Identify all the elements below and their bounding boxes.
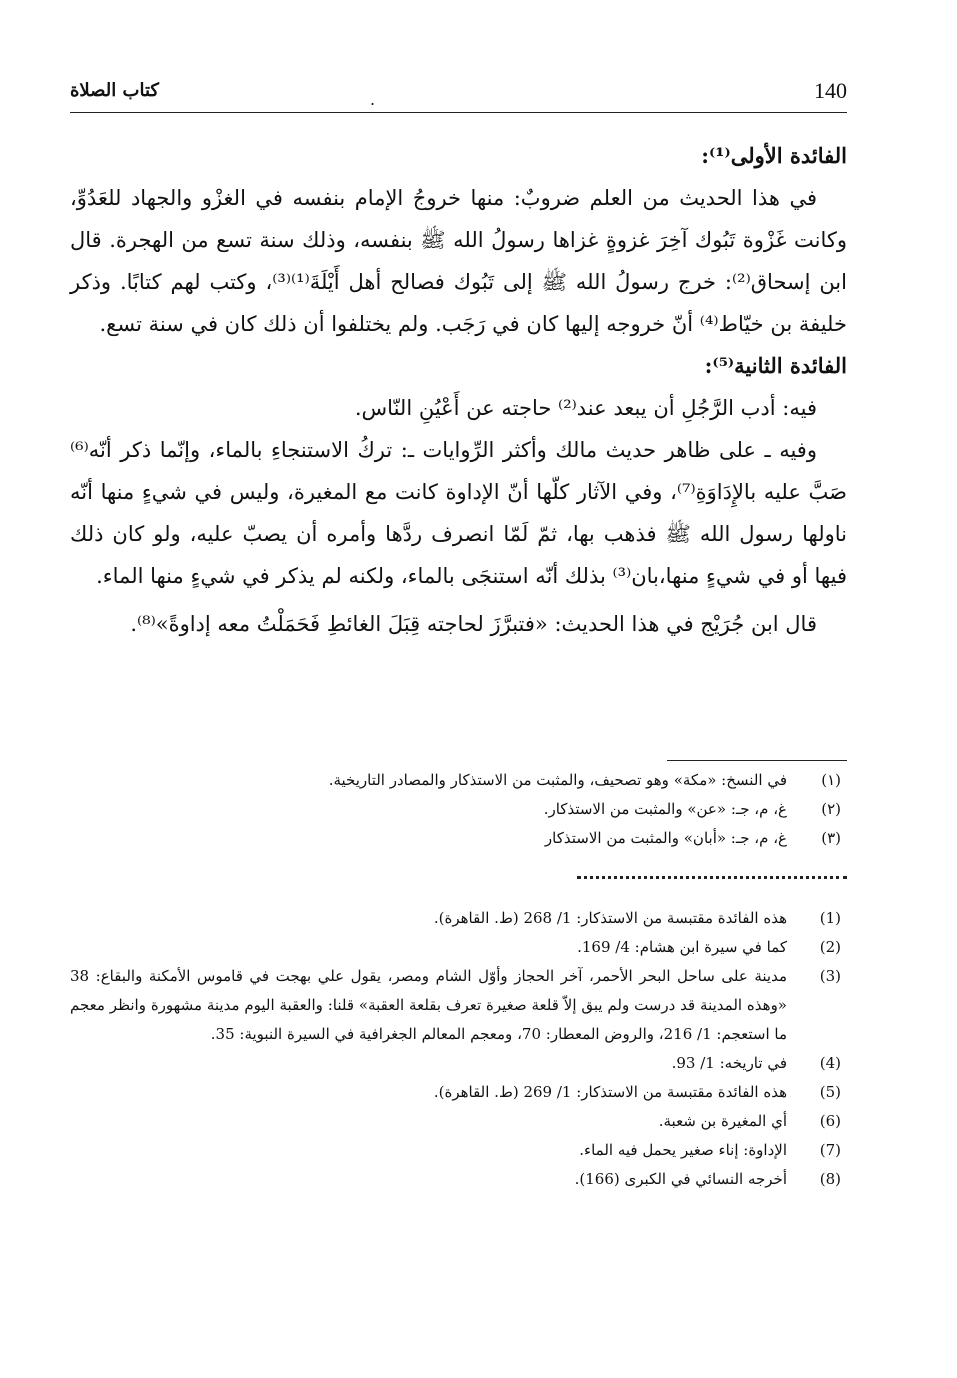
footnote-number: (6) — [819, 1112, 841, 1130]
footnote — [70, 795, 847, 824]
footnote-text: غ، م، جـ: «عن» والمثبت من الاستذكار. — [543, 800, 787, 818]
footnote-text: أخرجه النسائي في الكبرى (166). — [574, 1170, 787, 1188]
footnote — [70, 1165, 847, 1194]
section-heading-second: الفائدة الثانية⁽⁵⁾: — [704, 353, 847, 378]
footnote-text: الإداوة: إناء صغير يحمل فيه الماء. — [579, 1141, 787, 1159]
header-dot: . — [370, 90, 376, 109]
footnote-number: (3) — [819, 967, 841, 985]
page-header — [70, 72, 847, 113]
footnote — [70, 824, 847, 853]
footnote — [70, 933, 847, 962]
source-footnotes — [70, 904, 847, 1194]
footnote-number: (8) — [819, 1170, 841, 1188]
dotted-separator — [577, 876, 847, 883]
paragraph: وفيه ـ على ظاهر حديث مالك وأكثر الرِّوايات ـ: تركُ الاستنجاءِ بالماء، وإنّما ذكر أنّه⁽⁶⁾ صَبَّ عليه بالإِدَاوَةِ⁽⁷⁾، وفي الآثار كلّها أنّ الإداوة كانت مع المغيرة، وليس في شيءٍ منها أنّه ناولها رسول الله ﷺ فذهب بها، ثمّ لَمّا انصرف ردَّها وأمره أن يصبّ عليه، ولو كان ذلك فيها أو في شيءٍ منها،بان⁽³⁾ بذلك أنّه استنجَى بالماء، ولكنه لم يذكر في شيءٍ منها الماء. — [70, 438, 848, 588]
page-number: 140 — [814, 78, 847, 103]
footnote — [70, 1107, 847, 1136]
paragraph: في هذا الحديث من العلم ضروبٌ: منها خروجُ الإمام بنفسه في الغزْو والجهاد للعَدُوِّ، وكانت غَزْوة تَبُوك آخِرَ غزوةٍ غزاها رسولُ الله ﷺ بنفسه، وذلك سنة تسع من الهجرة. قال ابن إسحاق⁽²⁾: خرج رسولُ الله ﷺ إلى تَبُوك فصالح أهل أَيْلَةَ⁽¹⁾⁽³⁾، وكتب لهم كتابًا. وذكر خليفة بن خيّاط⁽⁴⁾ أنّ خروجه إليها كان في رَجَب. ولم يختلفوا أن ذلك كان في سنة تسع. — [70, 186, 847, 336]
footnote-number: (1) — [819, 909, 841, 927]
footnote-number: (٢) — [821, 800, 841, 818]
footnote-text: كما في سيرة ابن هشام: 4/ 169. — [577, 938, 787, 956]
footnote — [70, 962, 847, 1049]
footnote-number: (5) — [819, 1083, 841, 1101]
footnote-number: (2) — [819, 938, 841, 956]
main-text — [70, 135, 847, 645]
paragraph: قال ابن جُرَيْج في هذا الحديث: «فتبرَّزَ لحاجته قِبَلَ الغائطِ فَحَمَلْتُ معه إداوةً»⁽⁸⁾. — [130, 612, 817, 636]
running-title: كتاب الصلاة — [70, 80, 159, 101]
footnote — [70, 1078, 847, 1107]
section-heading-first: الفائدة الأولى⁽¹⁾: — [701, 143, 847, 168]
footnote-text: أي المغيرة بن شعبة. — [658, 1112, 787, 1130]
footnote-number: (4) — [819, 1054, 841, 1072]
footnote-text: مدينة على ساحل البحر الأحمر، آخر الحجاز وأوّل الشام ومصر، يقول علي بهجت في قاموس الأمكنة والبقاع: 38 «وهذه المدينة قد درست ولم يبق إلاّ قلعة صغيرة تعرف بقلعة العقبة» قلنا: والعقبة اليوم مدينة مشهورة وانظر معجم ما استعجم: 1/ 216، والروض المعطار: 70، ومعجم المعالم الجغرافية في السيرة النبوية: 35. — [70, 967, 787, 1043]
footnote-text: في تاريخه: 1/ 93. — [671, 1054, 787, 1072]
footnote-text: هذه الفائدة مقتبسة من الاستذكار: 1/ 268 (ط. القاهرة). — [433, 909, 787, 927]
footnote-text: غ، م، جـ: «أبان» والمثبت من الاستذكار — [544, 829, 787, 847]
footnote-rule — [667, 760, 847, 761]
footnote — [70, 904, 847, 933]
footnote-text: هذه الفائدة مقتبسة من الاستذكار: 1/ 269 (ط. القاهرة). — [433, 1083, 787, 1101]
editor-footnotes — [70, 766, 847, 853]
footnote — [70, 1049, 847, 1078]
footnote-text: في النسخ: «مكة» وهو تصحيف، والمثبت من الاستذكار والمصادر التاريخية. — [328, 771, 787, 789]
paragraph: فيه: أدب الرَّجُلِ أن يبعد عند⁽²⁾ حاجته عن أَعْيُنِ النّاس. — [354, 396, 817, 420]
footnote-number: (7) — [819, 1141, 841, 1159]
footnote — [70, 766, 847, 795]
footnote-number: (٣) — [821, 829, 841, 847]
footnote — [70, 1136, 847, 1165]
footnote-number: (١) — [821, 771, 841, 789]
